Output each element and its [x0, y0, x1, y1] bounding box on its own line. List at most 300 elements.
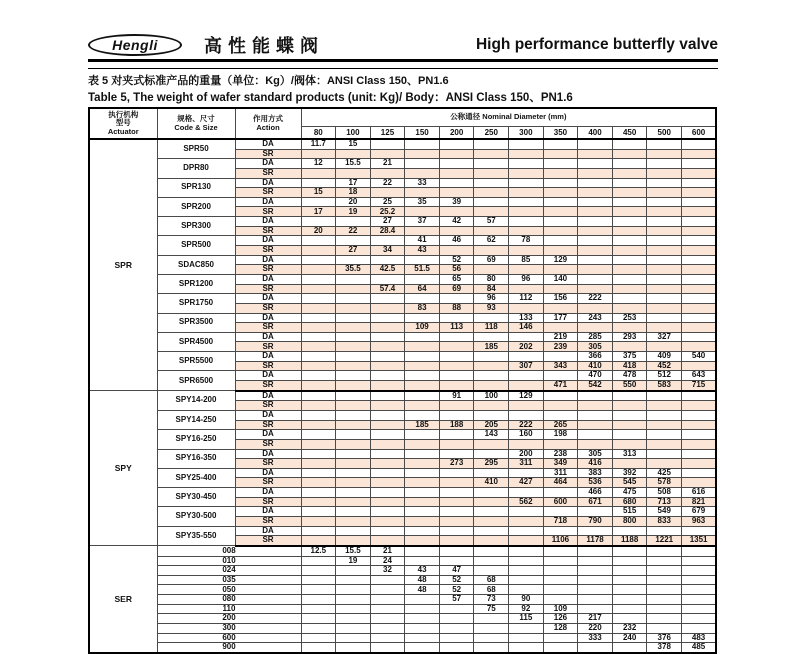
- weight-cell: 464: [543, 478, 578, 488]
- weight-cell: [543, 410, 578, 420]
- weight-cell: [370, 313, 405, 323]
- weight-cell: [370, 401, 405, 411]
- weight-cell: [612, 546, 647, 556]
- weight-cell: [301, 178, 336, 188]
- weight-cell: [439, 556, 474, 566]
- weight-cell: [682, 439, 717, 449]
- weight-cell: [336, 449, 371, 459]
- weight-cell: 1106: [543, 536, 578, 546]
- weight-cell: [509, 303, 544, 313]
- weight-cell: [647, 439, 682, 449]
- weight-cell: [301, 556, 336, 566]
- weight-cell: [301, 246, 336, 256]
- weight-cell: [301, 313, 336, 323]
- weight-cell: [509, 439, 544, 449]
- weight-cell: [578, 159, 613, 169]
- code-cell: SPR1200: [157, 274, 235, 293]
- weight-cell: 83: [405, 303, 440, 313]
- weight-cell: [336, 391, 371, 401]
- weight-cell: [301, 236, 336, 246]
- weight-cell: [647, 159, 682, 169]
- action-sr-cell: SR: [235, 439, 301, 449]
- action-da-cell: DA: [235, 468, 301, 478]
- weight-cell: [612, 604, 647, 614]
- weight-cell: 35.5: [336, 265, 371, 275]
- weight-cell: [405, 536, 440, 546]
- weight-cell: [474, 439, 509, 449]
- weight-cell: 57.4: [370, 284, 405, 294]
- weight-cell: 28.4: [370, 226, 405, 236]
- weight-cell: [474, 168, 509, 178]
- weight-cell: 68: [474, 575, 509, 585]
- weight-cell: [439, 168, 474, 178]
- weight-cell: [578, 207, 613, 217]
- weight-cell: [336, 303, 371, 313]
- weight-cell: [682, 420, 717, 430]
- weight-cell: [301, 420, 336, 430]
- weight-cell: [474, 488, 509, 498]
- table-row: [89, 294, 716, 304]
- weight-cell: [301, 342, 336, 352]
- code-cell: SPR4500: [157, 332, 235, 351]
- weight-cell: [439, 410, 474, 420]
- code-cell: SPR1750: [157, 294, 235, 313]
- weight-cell: 15: [301, 188, 336, 198]
- weight-cell: 800: [612, 516, 647, 526]
- weight-cell: [543, 188, 578, 198]
- table-title-en: Table 5, The weight of wafer standard products (unit: Kg)/ Body：ANSI Class 150、PN1.6: [88, 92, 573, 104]
- table-row: [89, 556, 716, 566]
- weight-cell: [439, 488, 474, 498]
- weight-cell: [543, 178, 578, 188]
- weight-cell: [301, 294, 336, 304]
- weight-cell: [336, 633, 371, 643]
- weight-cell: [301, 168, 336, 178]
- weight-cell: [612, 207, 647, 217]
- action-sr-cell: SR: [235, 497, 301, 507]
- code-cell: 110: [157, 604, 301, 614]
- weight-cell: 185: [474, 342, 509, 352]
- weight-cell: [405, 342, 440, 352]
- weight-cell: [474, 207, 509, 217]
- weight-cell: [578, 265, 613, 275]
- weight-cell: 129: [509, 391, 544, 401]
- weight-cell: 133: [509, 313, 544, 323]
- weight-cell: [682, 624, 717, 634]
- weight-cell: 790: [578, 516, 613, 526]
- weight-cell: [578, 430, 613, 440]
- weight-cell: [405, 507, 440, 517]
- weight-cell: 27: [370, 217, 405, 227]
- weight-cell: [439, 294, 474, 304]
- weight-cell: [682, 323, 717, 333]
- weight-cell: [405, 274, 440, 284]
- weight-cell: [682, 430, 717, 440]
- weight-cell: [439, 352, 474, 362]
- table-row: [89, 575, 716, 585]
- weight-cell: 69: [439, 284, 474, 294]
- weight-cell: [612, 420, 647, 430]
- weight-cell: [647, 303, 682, 313]
- action-da-cell: DA: [235, 332, 301, 342]
- weight-cell: 679: [682, 507, 717, 517]
- table-row: [89, 468, 716, 478]
- action-da-cell: DA: [235, 526, 301, 536]
- weight-cell: [509, 149, 544, 159]
- code-cell: SPY30-450: [157, 488, 235, 507]
- weight-cell: [474, 556, 509, 566]
- table-row: [89, 488, 716, 498]
- weight-cell: 285: [578, 332, 613, 342]
- weight-cell: 1188: [612, 536, 647, 546]
- weight-cell: [612, 246, 647, 256]
- action-da-cell: DA: [235, 217, 301, 227]
- weight-cell: [612, 575, 647, 585]
- weight-cell: [509, 352, 544, 362]
- weight-cell: 963: [682, 516, 717, 526]
- weight-cell: [682, 604, 717, 614]
- weight-cell: [405, 633, 440, 643]
- weight-cell: [543, 352, 578, 362]
- weight-cell: 27: [336, 246, 371, 256]
- weight-cell: [543, 159, 578, 169]
- weight-cell: [405, 624, 440, 634]
- weight-cell: [612, 614, 647, 624]
- weight-cell: [370, 168, 405, 178]
- weight-cell: 113: [439, 323, 474, 333]
- weight-cell: 713: [647, 497, 682, 507]
- weight-cell: [439, 633, 474, 643]
- weight-cell: 718: [543, 516, 578, 526]
- weight-cell: [647, 595, 682, 605]
- weight-cell: 93: [474, 303, 509, 313]
- weight-cell: [405, 430, 440, 440]
- weight-cell: [612, 226, 647, 236]
- weight-cell: 410: [474, 478, 509, 488]
- brand-title-cn: 高性能蝶阀: [204, 36, 324, 56]
- weight-cell: [301, 478, 336, 488]
- weight-cell: [474, 449, 509, 459]
- weight-cell: 409: [647, 352, 682, 362]
- weight-cell: [370, 420, 405, 430]
- weight-cell: [301, 575, 336, 585]
- table-row: [89, 595, 716, 605]
- weight-cell: [474, 197, 509, 207]
- weight-cell: 15.5: [336, 159, 371, 169]
- weight-cell: [682, 556, 717, 566]
- weight-cell: [682, 226, 717, 236]
- weight-cell: [439, 546, 474, 556]
- weight-cell: 217: [578, 614, 613, 624]
- code-cell: SPY25-400: [157, 468, 235, 487]
- weight-cell: 425: [647, 468, 682, 478]
- actuator-group-cell: SPR: [89, 139, 157, 391]
- code-cell: 024: [157, 566, 301, 576]
- weight-cell: 578: [647, 478, 682, 488]
- weight-cell: 311: [543, 468, 578, 478]
- weight-cell: [405, 168, 440, 178]
- weight-cell: 68: [474, 585, 509, 595]
- weight-cell: [682, 526, 717, 536]
- weight-cell: [336, 236, 371, 246]
- weight-cell: 1178: [578, 536, 613, 546]
- weight-cell: [682, 478, 717, 488]
- weight-cell: [474, 526, 509, 536]
- weight-cell: 35: [405, 197, 440, 207]
- weight-cell: 32: [370, 566, 405, 576]
- weight-cell: [405, 449, 440, 459]
- code-cell: SPR300: [157, 217, 235, 236]
- weight-cell: 129: [543, 255, 578, 265]
- weight-cell: 327: [647, 332, 682, 342]
- page-content: [88, 33, 718, 654]
- weight-cell: [578, 323, 613, 333]
- weight-cell: [370, 332, 405, 342]
- weight-cell: [543, 265, 578, 275]
- weight-cell: [439, 526, 474, 536]
- weight-cell: 52: [439, 575, 474, 585]
- code-cell: SDAC850: [157, 255, 235, 274]
- weight-cell: [405, 526, 440, 536]
- weight-cell: [474, 159, 509, 169]
- weight-cell: [682, 468, 717, 478]
- weight-cell: [405, 497, 440, 507]
- weight-cell: [543, 556, 578, 566]
- weight-cell: [301, 255, 336, 265]
- weight-cell: [474, 352, 509, 362]
- weight-cell: [578, 188, 613, 198]
- weight-cell: [336, 410, 371, 420]
- weight-cell: 452: [647, 361, 682, 371]
- weight-cell: [682, 265, 717, 275]
- weight-cell: 64: [405, 284, 440, 294]
- weight-cell: [682, 401, 717, 411]
- weight-cell: 33: [405, 178, 440, 188]
- weight-cell: [647, 217, 682, 227]
- weight-cell: 466: [578, 488, 613, 498]
- weight-cell: 616: [682, 488, 717, 498]
- weight-cell: [474, 371, 509, 381]
- weight-cell: 146: [509, 323, 544, 333]
- weight-cell: 128: [543, 624, 578, 634]
- weight-cell: [370, 342, 405, 352]
- weight-cell: [612, 236, 647, 246]
- weight-cell: 392: [612, 468, 647, 478]
- weight-cell: [543, 284, 578, 294]
- weight-cell: [578, 401, 613, 411]
- hengli-logo: [88, 34, 182, 56]
- weight-cell: [647, 391, 682, 401]
- weight-cell: [612, 274, 647, 284]
- weight-cell: [301, 274, 336, 284]
- weight-cell: [336, 149, 371, 159]
- weight-cell: [682, 546, 717, 556]
- weight-cell: [578, 410, 613, 420]
- weight-cell: [370, 139, 405, 149]
- weight-cell: [439, 332, 474, 342]
- weight-cell: [647, 430, 682, 440]
- weight-cell: [370, 303, 405, 313]
- weight-cell: [405, 149, 440, 159]
- weight-cell: [543, 197, 578, 207]
- weight-cell: [647, 265, 682, 275]
- weight-cell: [405, 604, 440, 614]
- weight-cell: [578, 274, 613, 284]
- weight-cell: 643: [682, 371, 717, 381]
- code-cell: 080: [157, 595, 301, 605]
- weight-cell: 17: [301, 207, 336, 217]
- weight-cell: [509, 507, 544, 517]
- code-cell: SPY14-250: [157, 410, 235, 429]
- weight-cell: 549: [647, 507, 682, 517]
- action-sr-cell: SR: [235, 478, 301, 488]
- weight-cell: [370, 604, 405, 614]
- weight-cell: 1351: [682, 536, 717, 546]
- code-cell: SPY30-500: [157, 507, 235, 526]
- weight-cell: 85: [509, 255, 544, 265]
- weight-cell: [474, 332, 509, 342]
- weight-cell: [612, 265, 647, 275]
- weight-cell: [612, 139, 647, 149]
- weight-cell: [509, 585, 544, 595]
- weight-cell: [647, 274, 682, 284]
- weight-cell: [336, 585, 371, 595]
- weight-cell: [682, 595, 717, 605]
- weight-cell: 515: [612, 507, 647, 517]
- weight-cell: [474, 149, 509, 159]
- weight-cell: [612, 255, 647, 265]
- weight-cell: [370, 516, 405, 526]
- weight-cell: 232: [612, 624, 647, 634]
- weight-cell: [612, 401, 647, 411]
- weight-cell: [509, 217, 544, 227]
- action-sr-cell: SR: [235, 188, 301, 198]
- weight-cell: 21: [370, 159, 405, 169]
- weight-cell: 305: [578, 342, 613, 352]
- table-row: [89, 217, 716, 227]
- code-cell: DPR80: [157, 159, 235, 178]
- logo-text: Hengli: [112, 37, 158, 53]
- weight-cell: [336, 332, 371, 342]
- weight-cell: [509, 575, 544, 585]
- weight-cell: [370, 430, 405, 440]
- weight-cell: [474, 507, 509, 517]
- weight-cell: [509, 188, 544, 198]
- weight-cell: 512: [647, 371, 682, 381]
- weight-cell: [336, 439, 371, 449]
- weight-cell: 311: [509, 459, 544, 469]
- weight-cell: [509, 226, 544, 236]
- weight-cell: [578, 546, 613, 556]
- weight-cell: 112: [509, 294, 544, 304]
- weight-cell: [647, 255, 682, 265]
- weight-cell: [543, 391, 578, 401]
- actuator-group-cell: SER: [89, 546, 157, 653]
- weight-cell: [578, 197, 613, 207]
- diameter-col-header: 350: [543, 127, 578, 140]
- weight-cell: [647, 546, 682, 556]
- weight-cell: [612, 323, 647, 333]
- weight-cell: [370, 575, 405, 585]
- weight-cell: [647, 575, 682, 585]
- weight-cell: [336, 294, 371, 304]
- weight-cell: 19: [336, 207, 371, 217]
- weight-cell: [336, 566, 371, 576]
- action-da-cell: DA: [235, 391, 301, 401]
- weight-cell: 427: [509, 478, 544, 488]
- weight-cell: [474, 226, 509, 236]
- weight-cell: [543, 488, 578, 498]
- weight-cell: [509, 566, 544, 576]
- weight-cell: [509, 284, 544, 294]
- weight-cell: [578, 178, 613, 188]
- weight-cell: [301, 488, 336, 498]
- weight-cell: 253: [612, 313, 647, 323]
- weight-cell: [509, 536, 544, 546]
- weight-cell: [370, 439, 405, 449]
- weight-cell: [509, 488, 544, 498]
- weight-cell: [682, 585, 717, 595]
- weight-cell: [405, 439, 440, 449]
- weight-cell: [682, 459, 717, 469]
- weight-cell: [301, 624, 336, 634]
- weight-cell: [439, 468, 474, 478]
- code-cell: 035: [157, 575, 301, 585]
- brand-bar: [88, 33, 718, 57]
- weight-cell: [301, 439, 336, 449]
- table-row: [89, 449, 716, 459]
- weight-cell: [647, 342, 682, 352]
- weight-cell: [370, 323, 405, 333]
- code-cell: SPR130: [157, 178, 235, 197]
- weight-cell: [336, 468, 371, 478]
- action-sr-cell: SR: [235, 149, 301, 159]
- weight-cell: [474, 246, 509, 256]
- weight-cell: 562: [509, 497, 544, 507]
- weight-cell: [647, 410, 682, 420]
- weight-cell: [474, 546, 509, 556]
- weight-cell: [612, 159, 647, 169]
- weight-cell: [474, 313, 509, 323]
- weight-cell: 583: [647, 381, 682, 391]
- weight-cell: [474, 139, 509, 149]
- action-sr-cell: SR: [235, 303, 301, 313]
- weight-cell: [509, 556, 544, 566]
- weight-cell: [578, 585, 613, 595]
- weight-cell: [682, 149, 717, 159]
- weight-cell: [370, 294, 405, 304]
- weight-cell: [439, 371, 474, 381]
- weight-cell: [543, 217, 578, 227]
- weight-cell: [509, 401, 544, 411]
- weight-cell: 100: [474, 391, 509, 401]
- action-header-en: Action: [256, 122, 280, 132]
- weight-cell: [439, 507, 474, 517]
- weight-cell: [370, 614, 405, 624]
- weight-cell: [682, 207, 717, 217]
- code-cell: 200: [157, 614, 301, 624]
- weight-cell: [301, 381, 336, 391]
- weight-cell: 349: [543, 459, 578, 469]
- weight-cell: [370, 497, 405, 507]
- weight-cell: 600: [543, 497, 578, 507]
- weight-cell: [509, 410, 544, 420]
- weight-cell: [682, 168, 717, 178]
- action-sr-cell: SR: [235, 284, 301, 294]
- weight-cell: [509, 168, 544, 178]
- weight-cell: 115: [509, 614, 544, 624]
- action-da-cell: DA: [235, 352, 301, 362]
